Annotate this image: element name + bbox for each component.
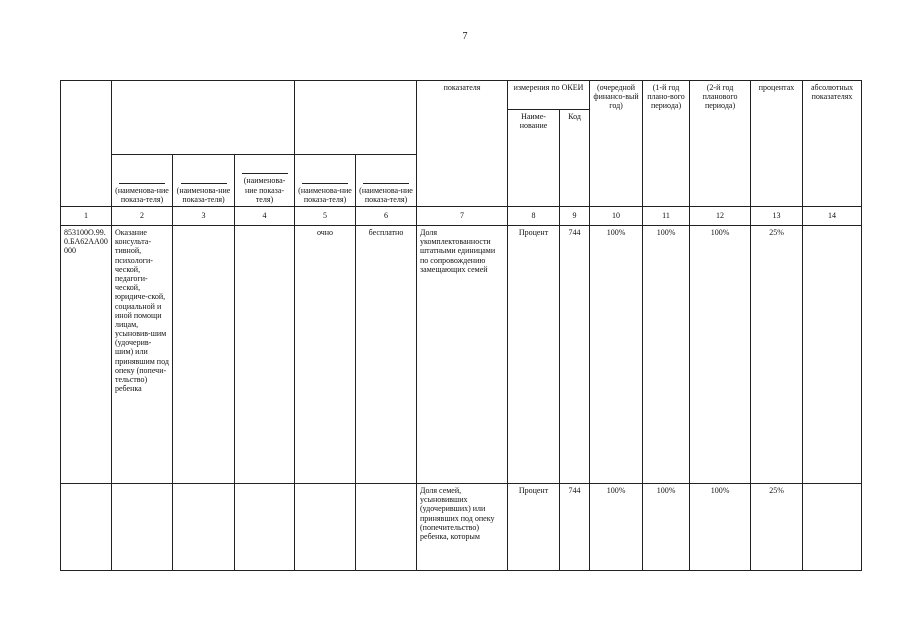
column-number: 7	[417, 207, 508, 226]
column-number: 12	[690, 207, 751, 226]
unit-name-cell: Процент	[508, 484, 560, 571]
value-plan2-cell: 100%	[690, 226, 751, 484]
indicators-table	[60, 80, 862, 571]
column-number: 9	[560, 207, 590, 226]
indicator-name-cell: Доля семей, усыновивших (удочеривших) или принявших под опеку (попечительство) ребенка, которым	[417, 484, 508, 571]
column-number: 2	[112, 207, 173, 226]
column-number: 5	[295, 207, 356, 226]
service-attr-cell	[173, 226, 235, 484]
header-subname-3: (наименова-ние показа-теля)	[173, 155, 235, 207]
column-number: 14	[803, 207, 862, 226]
column-number: 1	[61, 207, 112, 226]
service-attr-cell	[235, 484, 295, 571]
header-subname-2: (наименова-ние показа-теля)	[112, 155, 173, 207]
header-subname-4: (наименова-ние показа-теля)	[235, 155, 295, 207]
column-number: 4	[235, 207, 295, 226]
page-number: 7	[462, 31, 468, 42]
header-cell-service-conditions	[295, 81, 417, 155]
service-name-cell: Оказание консульта-тивной, психологи-ческой, педагоги-ческой, юридиче-ской, социальной и иной помощи лицам, усыновив-шим (удочерив-шим) или принявшим под опеку (попечи-тельство) ребенка	[112, 226, 173, 484]
deviation-percent-cell: 25%	[751, 226, 803, 484]
registry-number-cell	[61, 484, 112, 571]
header-year-current: (очередной финансо-вый год)	[590, 81, 643, 207]
service-payment-cell	[356, 484, 417, 571]
value-current-cell: 100%	[590, 226, 643, 484]
unit-code-cell: 744	[560, 484, 590, 571]
column-number: 8	[508, 207, 560, 226]
header-unit-code: Код	[560, 110, 590, 207]
header-indicator-name: показателя	[417, 81, 508, 207]
header-cell-1	[61, 81, 112, 207]
column-number: 13	[751, 207, 803, 226]
table-row	[61, 226, 862, 484]
unit-name-cell: Процент	[508, 226, 560, 484]
header-deviation-absolute: абсолютных показателях	[803, 81, 862, 207]
service-form-cell: очно	[295, 226, 356, 484]
column-number-row	[61, 207, 862, 226]
deviation-percent-cell: 25%	[751, 484, 803, 571]
registry-number-cell: 853100О.99.0.БА62АА00000	[61, 226, 112, 484]
value-plan1-cell: 100%	[643, 226, 690, 484]
header-unit-name: Наиме-нование	[508, 110, 560, 207]
column-number: 11	[643, 207, 690, 226]
header-deviation-percent: процентах	[751, 81, 803, 207]
header-subname-6: (наименова-ние показа-теля)	[356, 155, 417, 207]
value-plan1-cell: 100%	[643, 484, 690, 571]
deviation-absolute-cell	[803, 484, 862, 571]
value-plan2-cell: 100%	[690, 484, 751, 571]
column-number: 6	[356, 207, 417, 226]
service-name-cell	[112, 484, 173, 571]
service-attr-cell	[235, 226, 295, 484]
table-row	[61, 484, 862, 571]
column-number: 3	[173, 207, 235, 226]
header-subname-5: (наименова-ние показа-теля)	[295, 155, 356, 207]
unit-code-cell: 744	[560, 226, 590, 484]
service-payment-cell: бесплатно	[356, 226, 417, 484]
value-current-cell: 100%	[590, 484, 643, 571]
header-cell-service-content	[112, 81, 295, 155]
column-number: 10	[590, 207, 643, 226]
header-unit-group: измерения по ОКЕИ	[508, 81, 590, 110]
service-attr-cell	[173, 484, 235, 571]
header-year-plan1: (1-й год плано-вого периода)	[643, 81, 690, 207]
deviation-absolute-cell	[803, 226, 862, 484]
service-form-cell	[295, 484, 356, 571]
indicator-name-cell: Доля укомплектованности штатными единицами по сопровождению замещающих семей	[417, 226, 508, 484]
header-year-plan2: (2-й год планового периода)	[690, 81, 751, 207]
